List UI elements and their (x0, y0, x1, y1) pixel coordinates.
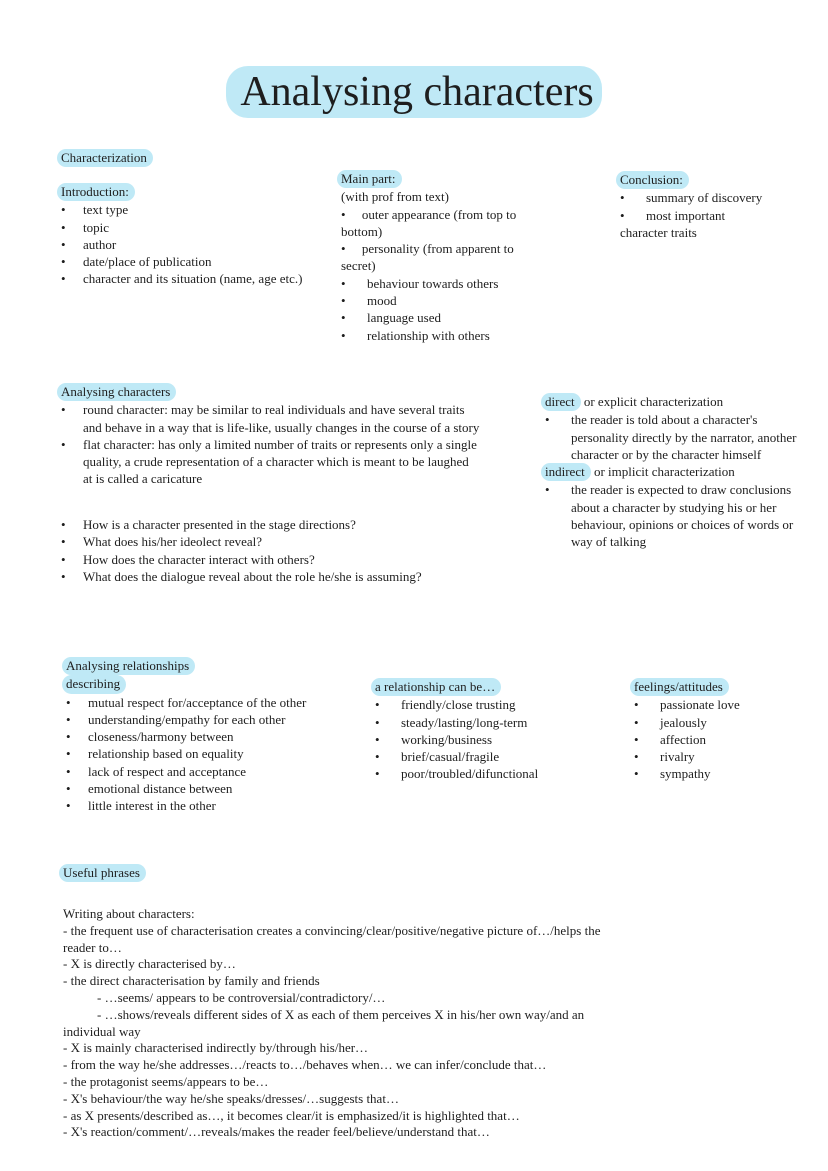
phrase-line: - as X presents/described as…, it becomes clear/it is emphasized/it is highlighted that… (63, 1107, 520, 1123)
characterization-types-section (545, 393, 803, 551)
relationships-heading: Analysing relationships (62, 657, 195, 675)
list-item: • relationship based on equality (66, 745, 366, 762)
list-item: • How does the character interact with others? (61, 551, 501, 568)
character-types-list (61, 401, 481, 487)
list-item: • What does his/her ideolect reveal? (61, 533, 501, 550)
list-item: • round character: may be similar to real individuals and have several traits and behave in a way that is life-like, usually changes in the course of a story (61, 401, 481, 436)
list-item: • poor/troubled/difunctional (375, 765, 605, 782)
feelings-label: feelings/attitudes (630, 678, 729, 696)
relationships-section (66, 657, 366, 815)
conclusion-list (620, 189, 820, 224)
relationship-can-be-section (375, 678, 605, 783)
list-item: • rivalry (634, 748, 814, 765)
conclusion-section (620, 171, 820, 241)
describing-list (66, 694, 366, 815)
feelings-section (634, 678, 814, 783)
main-part-note: (with prof from text) (341, 189, 449, 205)
phrase-line: - from the way he/she addresses…/reacts to…/behaves when… we can infer/conclude that… (63, 1057, 547, 1073)
list-item: • text type (61, 201, 333, 218)
list-item: • understanding/empathy for each other (66, 711, 366, 728)
useful-phrases-body (63, 906, 763, 1141)
phrase-line: - the protagonist seems/appears to be… (63, 1073, 269, 1089)
list-item: • steady/lasting/long-term (375, 714, 605, 731)
can-be-list (375, 696, 605, 782)
phrase-line: - the direct characterisation by family and friends (63, 973, 320, 989)
list-item: • friendly/close trusting (375, 696, 605, 713)
indirect-heading: indirect or implicit characterization (545, 463, 803, 481)
list-item: • personality (from apparent to (341, 241, 514, 257)
list-item: • brief/casual/fragile (375, 748, 605, 765)
describing-label: describing (62, 675, 126, 693)
phrase-line: - X is mainly characterised indirectly by/through his/her… (63, 1040, 369, 1056)
characterization-heading: Characterization (61, 149, 153, 167)
list-item: • character and its situation (name, age etc.) (61, 270, 333, 287)
list-item: • affection (634, 731, 814, 748)
conclusion-label: Conclusion: (616, 171, 689, 189)
list-item: • summary of discovery (620, 189, 820, 206)
questions-section (61, 516, 501, 585)
introduction-section (61, 183, 333, 288)
list-item: • the reader is expected to draw conclusions about a character by studying his or her behaviour, opinions or choices of words or way of talking (545, 481, 803, 550)
list-item: • jealously (634, 714, 814, 731)
introduction-label: Introduction: (57, 183, 135, 201)
conclusion-tail: character traits (620, 224, 697, 240)
list-item: • outer appearance (from top to (341, 206, 517, 222)
main-part-list (341, 275, 563, 344)
can-be-label: a relationship can be… (371, 678, 501, 696)
phrases-intro: Writing about characters: (63, 906, 195, 921)
list-item: • What does the dialogue reveal about the role he/she is assuming? (61, 568, 501, 585)
list-item: • mood (341, 292, 563, 309)
list-item: • lack of respect and acceptance (66, 763, 366, 780)
main-part-label: Main part: (337, 170, 402, 188)
list-item: • relationship with others (341, 327, 563, 344)
phrase-line: individual way (63, 1023, 141, 1039)
list-item: • emotional distance between (66, 780, 366, 797)
indirect-list (545, 481, 803, 550)
direct-heading: direct or explicit characterization (545, 393, 803, 411)
direct-list (545, 411, 803, 463)
list-item: • author (61, 236, 333, 253)
phrase-line: - X's behaviour/the way he/she speaks/dresses/…suggests that… (63, 1090, 399, 1106)
list-item: • How is a character presented in the stage directions? (61, 516, 501, 533)
phrase-line: - …shows/reveals different sides of X as each of them perceives X in his/her own way/and an (97, 1006, 585, 1022)
useful-phrases-heading: Useful phrases (63, 864, 146, 882)
list-item: • little interest in the other (66, 797, 366, 814)
list-item: • mutual respect for/acceptance of the other (66, 694, 366, 711)
phrase-line: reader to… (63, 939, 122, 955)
list-item: • language used (341, 309, 563, 326)
list-item: • working/business (375, 731, 605, 748)
phrase-line: - the frequent use of characterisation creates a convincing/clear/positive/negative picture of…/helps the (63, 922, 601, 938)
feelings-list (634, 696, 814, 782)
list-item: • behaviour towards others (341, 275, 563, 292)
introduction-list (61, 201, 333, 287)
list-item: • topic (61, 219, 333, 236)
list-item: • date/place of publication (61, 253, 333, 270)
list-item: • sympathy (634, 765, 814, 782)
analysing-characters-heading: Analysing characters (57, 383, 176, 401)
list-item: • the reader is told about a character's personality directly by the narrator, another character or by the character himself (545, 411, 803, 463)
list-item: • flat character: has only a limited number of traits or represents only a single quality, a crude representation of a character which is meant to be laughed at is called a caricature (61, 436, 481, 488)
list-item: • most important (620, 207, 820, 224)
list-item: • passionate love (634, 696, 814, 713)
main-part-section: Main part: (with prof from text) • outer appearance (from top to bottom) • personality (from apparent to secret) • behaviour towards others • mood • language used • relationship with others (341, 170, 563, 344)
phrase-line: - X is directly characterised by… (63, 956, 236, 972)
list-item: • closeness/harmony between (66, 728, 366, 745)
questions-list (61, 516, 501, 585)
page-title: Analysing characters (0, 66, 828, 118)
phrase-line: - X's reaction/comment/…reveals/makes the reader feel/believe/understand that… (63, 1124, 490, 1140)
phrase-line: - …seems/ appears to be controversial/contradictory/… (97, 989, 386, 1005)
analysing-characters-section (61, 383, 481, 488)
